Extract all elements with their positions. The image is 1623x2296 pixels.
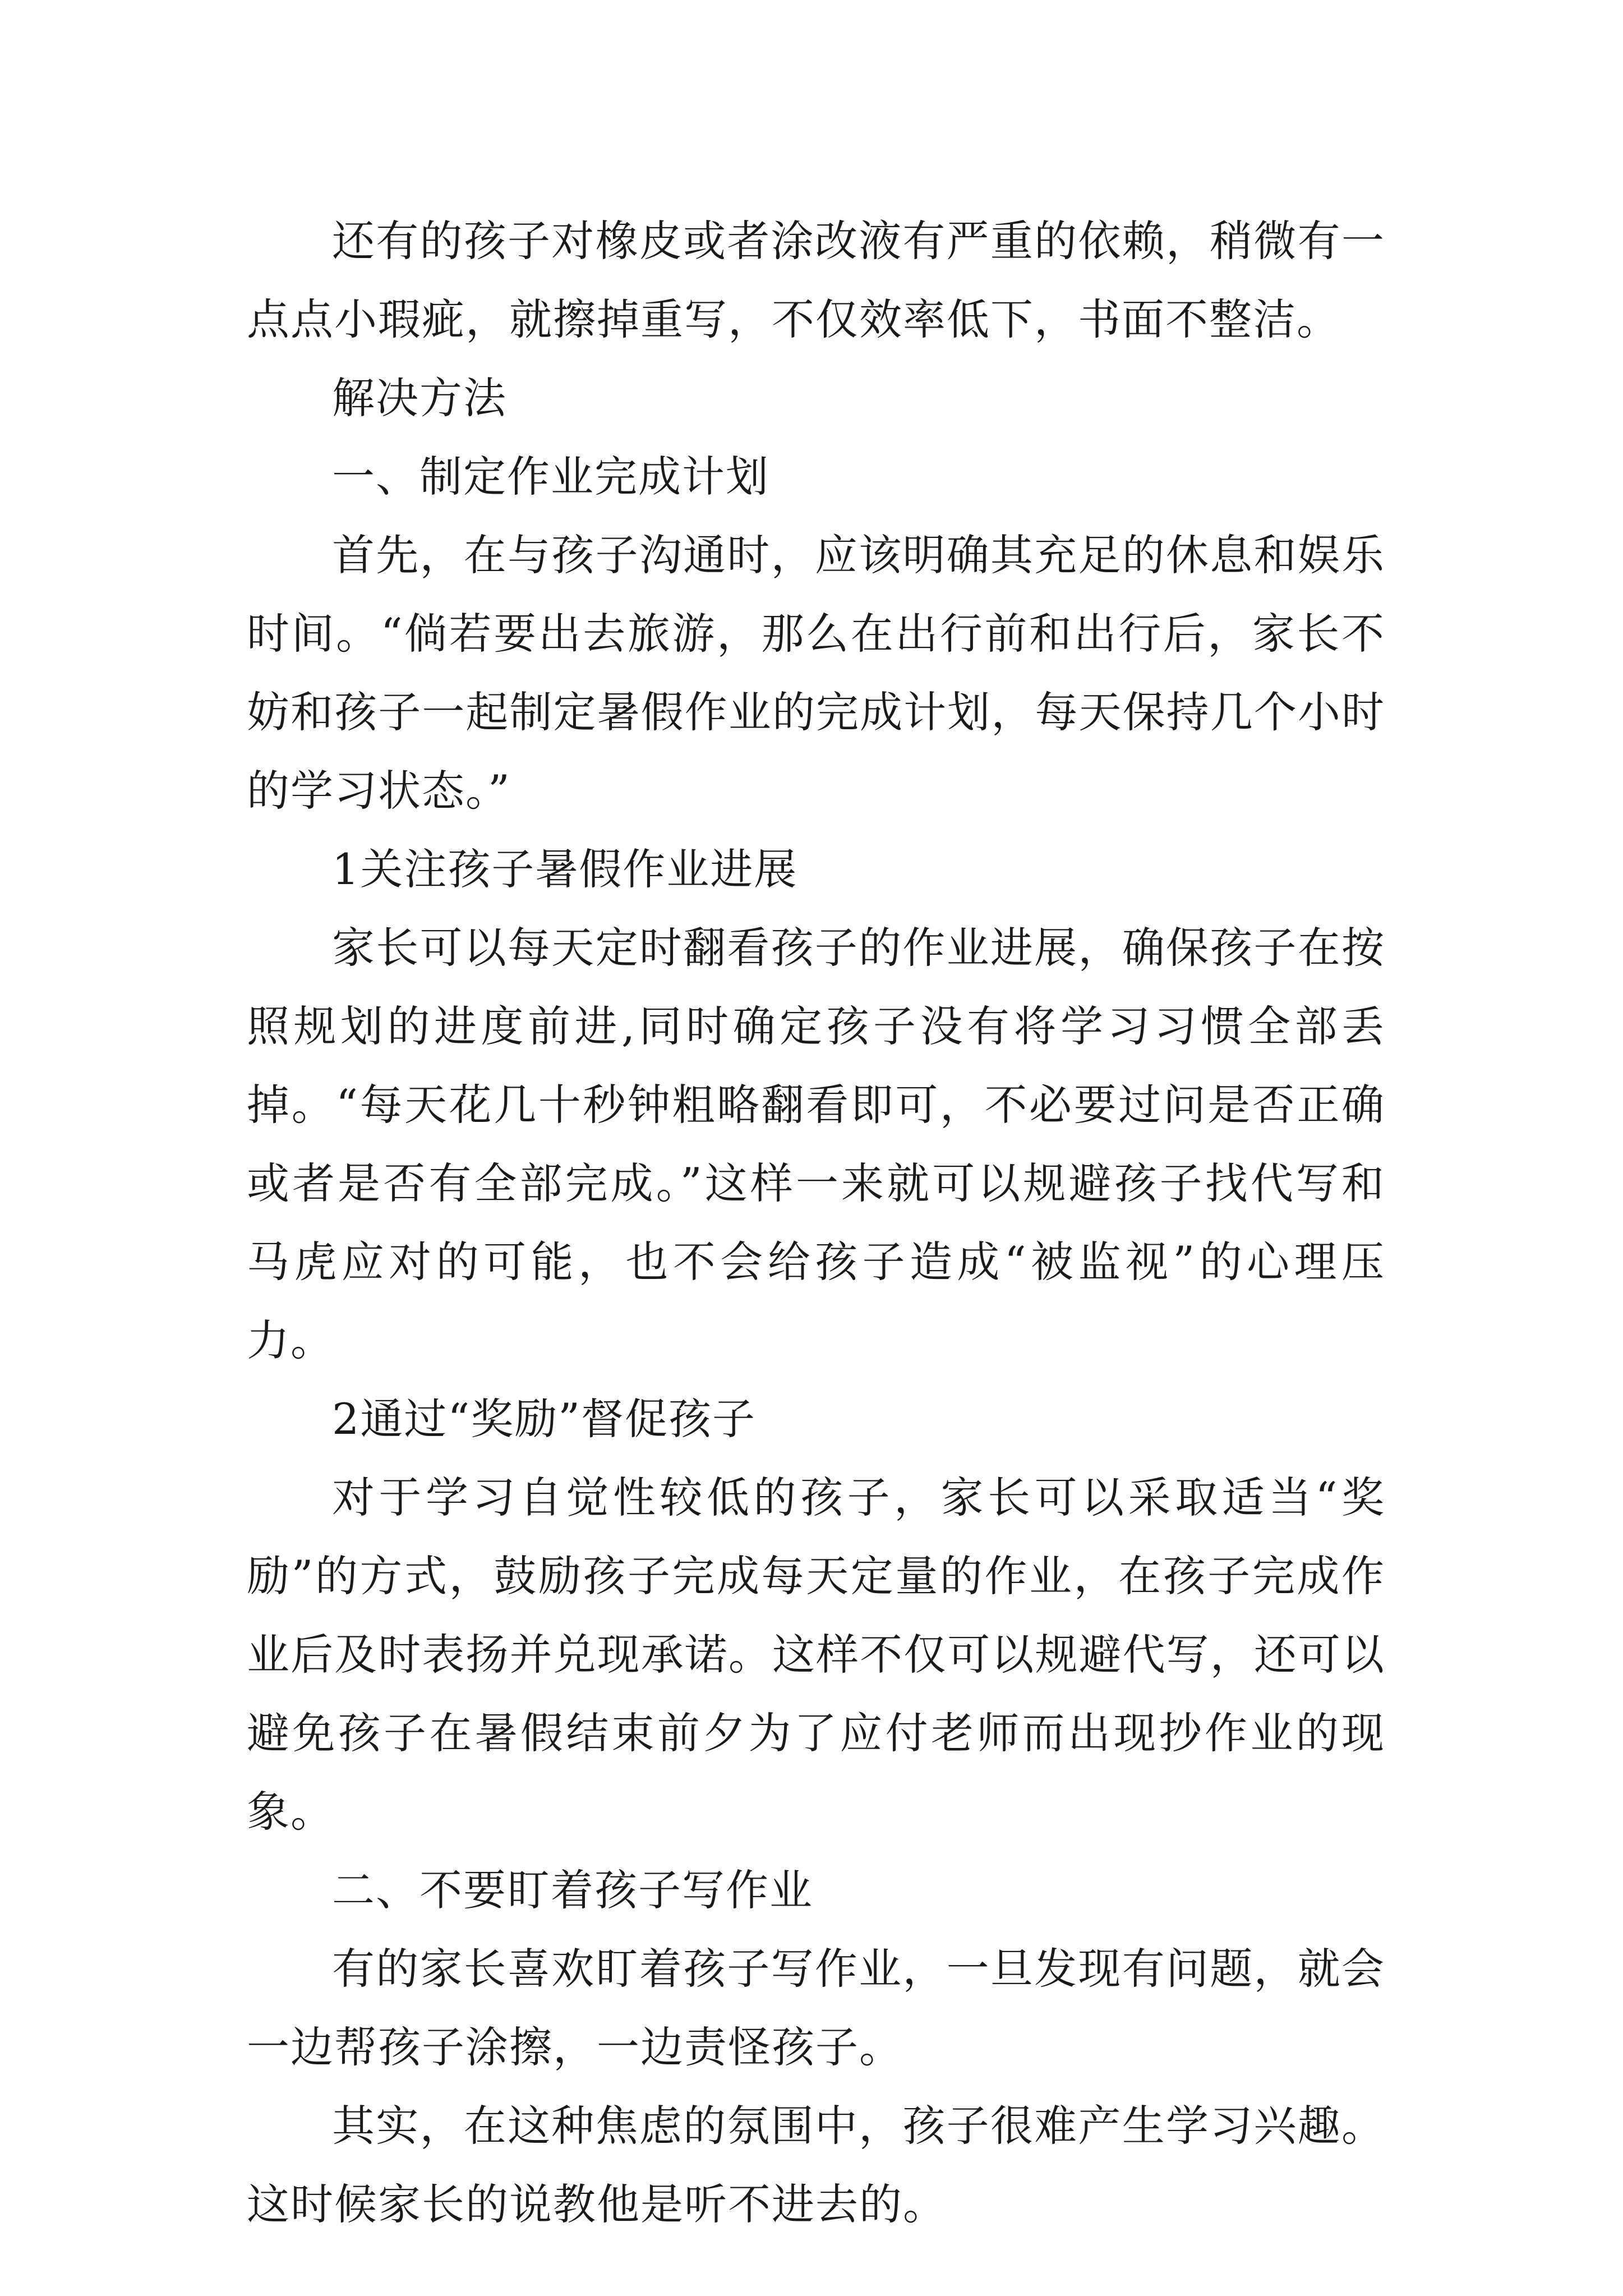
heading-make-plan: 一、制定作业完成计划: [332, 452, 769, 501]
paragraph-rewards: 对于学习自觉性较低的孩子，家长可以采取适当“奖励”的方式，鼓励孩子完成每天定量的作业，在孩子完成作业后及时表扬并兑现承诺。这样不仅可以规避代写，还可以避免孩子在暑假结束前夕为了应付老师而出现抄作业的现象。: [247, 1473, 1385, 1837]
heading-dont-hover: 二、不要盯着孩子写作业: [332, 1865, 813, 1915]
subheading-rewards: 2通过“奖励”督促孩子: [332, 1394, 757, 1444]
heading-solutions: 解决方法: [332, 373, 507, 423]
subheading-watch-progress: 1关注孩子暑假作业进展: [332, 844, 798, 894]
paragraph-rest-and-plan: 首先，在与孩子沟通时，应该明确其充足的休息和娱乐时间。“倘若要出去旅游，那么在出行前和出行后，家长不妨和孩子一起制定暑假作业的完成计划，每天保持几个小时的学习状态。”: [247, 530, 1385, 816]
paragraph-eraser-dependency: 还有的孩子对橡皮或者涂改液有严重的依赖，稍微有一点点小瑕疵，就擦掉重写，不仅效率低下，书面不整洁。: [247, 216, 1385, 344]
document-body: [247, 202, 1385, 2244]
paragraph-check-progress: 家长可以每天定时翻看孩子的作业进展，确保孩子在按照规划的进度前进,同时确定孩子没有将学习习惯全部丢掉。“每天花几十秒钟粗略翻看即可，不必要过问是否正确或者是否有全部完成。”这样一来就可以规避孩子找代写和马虎应对的可能，也不会给孩子造成“被监视”的心理压力。: [247, 923, 1385, 1365]
paragraph-hovering-parents: 有的家长喜欢盯着孩子写作业，一旦发现有问题，就会一边帮孩子涂擦，一边责怪孩子。: [247, 1944, 1385, 2072]
paragraph-anxiety: 其实，在这种焦虑的氛围中，孩子很难产生学习兴趣。这时候家长的说教他是听不进去的。: [247, 2101, 1385, 2229]
